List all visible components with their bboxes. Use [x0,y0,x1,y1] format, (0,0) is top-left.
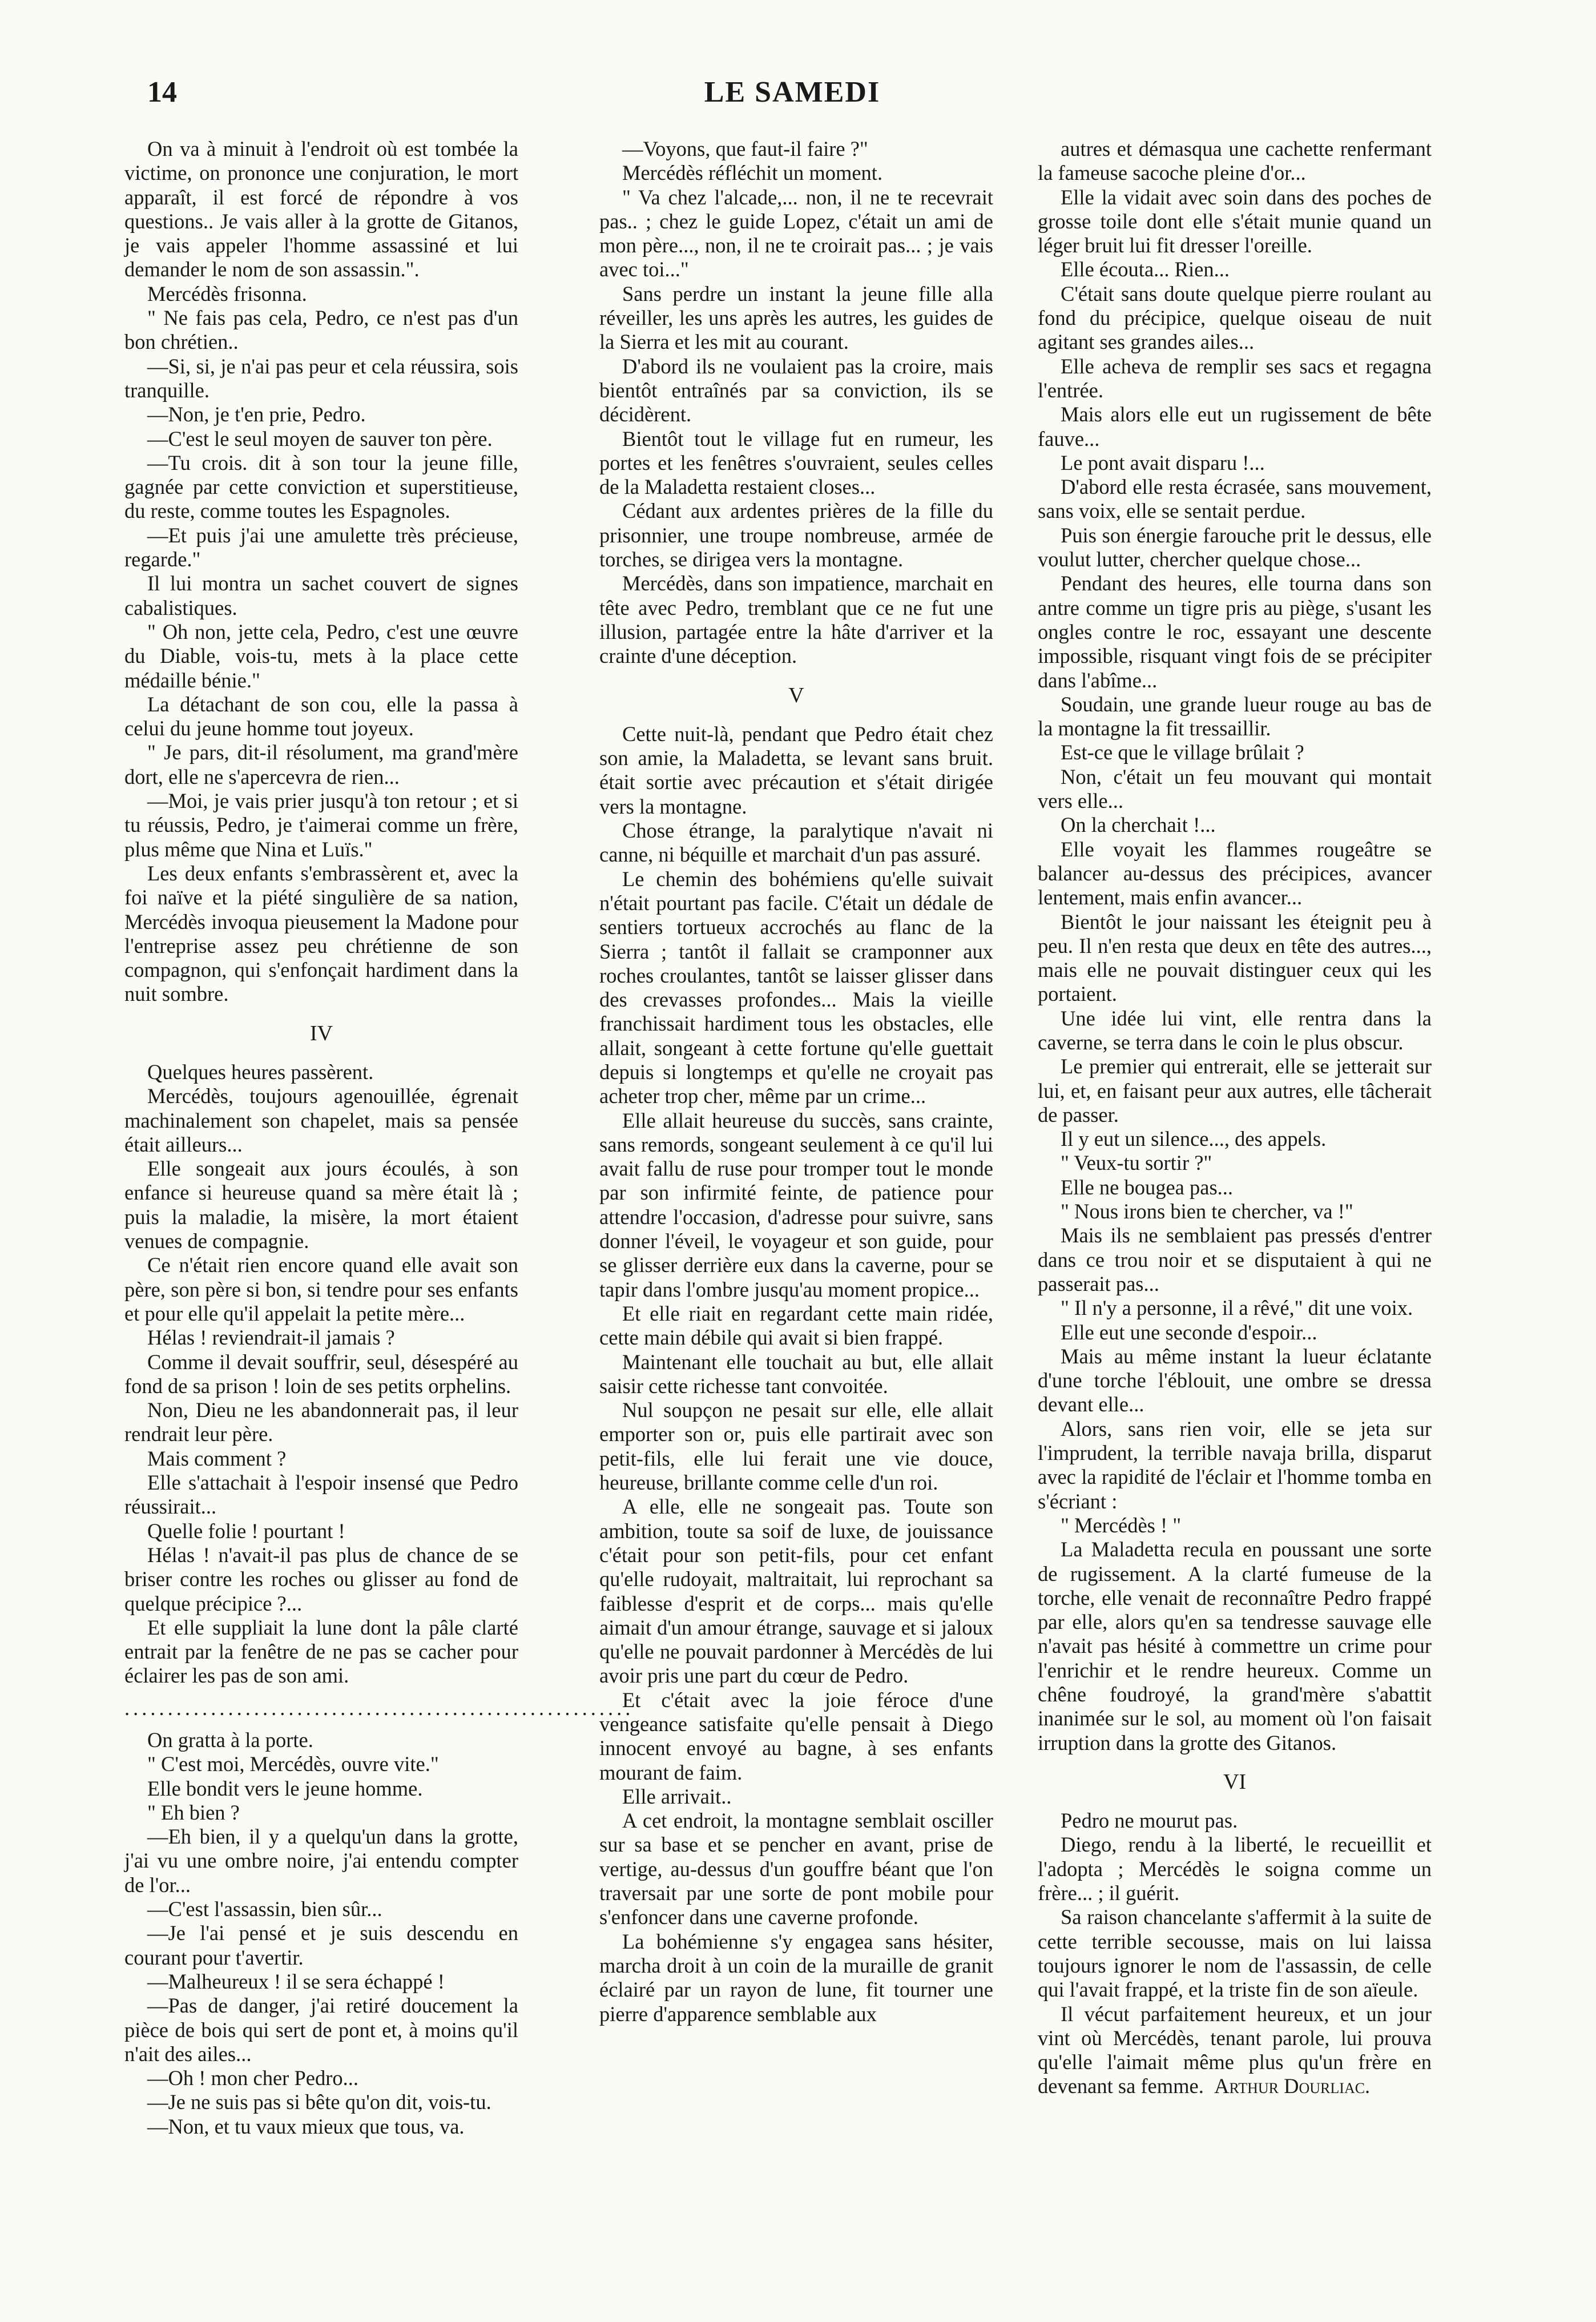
paragraph-text: Cédant aux ardentes prières de la fille du prisonnier, une troupe nombreuse, armée de torches, se dirigea vers la montagne. [599,499,993,572]
paragraph [124,1519,518,1543]
paragraph [1038,1538,1432,1755]
paragraph [124,1921,518,1970]
paragraph [124,620,518,693]
paragraph-text: —Malheureux ! il se sera échappé ! [147,1969,445,1993]
paragraph [124,451,518,524]
paragraph-text: " C'est moi, Mercédès, ouvre vite." [147,1752,439,1776]
paragraph-text: Elle arrivait.. [622,1784,732,1808]
paragraph [1038,838,1432,910]
text-column-2 [599,137,993,2026]
paragraph-text: Non, Dieu ne les abandonnerait pas, il leur rendrait leur père. [124,1398,518,1446]
paragraph [599,1398,993,1495]
paragraph-text: Elle voyait les flammes rougeâtre se balancer au-dessus des précipices, avancer lentement, mais enfin avancer... [1038,837,1432,910]
paragraph-text: —Non, je t'en prie, Pedro. [147,403,366,426]
paragraph-text: Elle songeait aux jours écoulés, à son enfance si heureuse quand sa mère était là ; puis la maladie, la misère, la mort étaient venues de compagnie. [124,1157,518,1253]
paragraph [1038,1151,1432,1175]
paragraph-text: Elle allait heureuse du succès, sans crainte, sans remords, songeant seulement à ce qu'il lui avait fallu de ruse pour tromper tout le monde par son infirmité feinte, de patience pour attendre l'occasion, d'adresse pour suivre, sans donner l'éveil, le voyageur et son guide, pour se glisser derrière eux dans la caverne, pour se tapir dans l'ombre jusqu'au moment propice... [599,1108,993,1301]
paragraph-text: " Eh bien ? [147,1800,240,1824]
paragraph [599,1930,993,2026]
paragraph-text: Il vécut parfaitement heureux, et un jour vint où Mercédès, tenant parole, lui prouva qu'elle l'aimait même plus qu'un frère en devenant sa femme. [1038,2002,1432,2098]
paragraph-text: Sans perdre un instant la jeune fille alla réveiller, les uns après les autres, les guides de la Sierra et les mit au courant. [599,281,993,354]
paragraph [1038,1514,1432,1538]
paragraph-text: —Et puis j'ai une amulette très précieuse, regarde." [124,523,518,572]
paragraph-text: Le pont avait disparu !... [1061,450,1265,474]
paragraph-text: Elle eut une seconde d'espoir... [1061,1320,1317,1344]
paragraph-text: Et elle riait en regardant cette main ridée, cette main débile qui avait si bien frappé. [599,1301,993,1350]
paragraph [1038,1296,1432,1320]
paragraph-text: Elle écouta... Rien... [1061,257,1230,281]
paragraph [599,161,993,185]
paragraph [124,1157,518,1253]
paragraph-text: —Eh bien, il y a quelqu'un dans la grotte, j'ai vu une ombre noire, j'ai entendu compter de l'or... [124,1825,518,1897]
paragraph [1038,1905,1432,2002]
paragraph-text: Chose étrange, la paralytique n'avait ni canne, ni béquille et marchait d'un pas assuré. [599,819,993,867]
paragraph [599,722,993,819]
paragraph [599,1350,993,1399]
paragraph-text: Mercédès, toujours agenouillée, égrenait machinalement son chapelet, mais sa pensée était ailleurs... [124,1084,518,1156]
paragraph-text: Elle acheva de remplir ses sacs et regagna l'entrée. [1038,354,1432,402]
paragraph [124,1616,518,1688]
paragraph-text: Les deux enfants s'embrassèrent et, avec la foi naïve et la piété singulière de sa nation, Mercédès invoqua pieusement la Madone pour l'entreprise assez peu chrétienne de son compagnon, qui s'enfonçait hardiment dans la nuit sombre. [124,861,518,1006]
section-heading [124,1021,518,1045]
paragraph-text: —Moi, je vais prier jusqu'à ton retour ; et si tu réussis, Pedro, je t'aimerai comme un frère, plus même que Nina et Luïs." [124,789,518,861]
paragraph [124,306,518,355]
paragraph-text: C'était sans doute quelque pierre roulant au fond du précipice, quelque oiseau de nuit agitant ses grandes ailes... [1038,281,1432,354]
paragraph [1038,1833,1432,1905]
paragraph-text: Hélas ! reviendrait-il jamais ? [147,1326,395,1350]
paragraph [124,1350,518,1399]
paragraph [124,1801,518,1825]
paragraph-text: Diego, rendu à la liberté, le recueillit et l'adopta ; Mercédès le soigna comme un frère... ; il guérit. [1038,1833,1432,1905]
paragraph [1038,910,1432,1007]
paragraph-text: Sa raison chancelante s'affermit à la suite de cette terrible secousse, mais on lui laissa toujours ignorer le nom de l'assassin, de celle qui l'avait frappé, et la triste fin de son aïeule. [1038,1905,1432,2002]
paragraph-text: IV [309,1021,333,1045]
paragraph-text: Il y eut un silence..., des appels. [1061,1127,1327,1151]
paragraph-text: —Je ne suis pas si bête qu'on dit, vois-tu. [147,2090,491,2114]
paragraph [124,2090,518,2114]
section-heading [599,683,993,707]
paragraph [599,499,993,572]
paragraph-text: Il lui montra un sachet couvert de signes cabalistiques. [124,572,518,619]
paragraph-text: ........................................................... [124,1696,634,1720]
paragraph [1038,1127,1432,1151]
paragraph [124,1253,518,1326]
paragraph-text: V [788,683,804,707]
paragraph [599,1109,993,1302]
paragraph [1038,1417,1432,1514]
paragraph [1038,1176,1432,1200]
paragraph-text: La détachant de son cou, elle la passa à celui du jeune homme tout joyeux. [124,692,518,741]
paragraph-text: Hélas ! n'avait-il pas plus de chance de se briser contre les roches ou glisser au fond de quelque précipice ?... [124,1543,518,1615]
paragraph [124,2115,518,2139]
paragraph [599,186,993,282]
paragraph-text: Comme il devait souffrir, seul, désespéré au fond de sa prison ! loin de ses petits orphelins. [124,1350,518,1398]
paragraph-text: " Il n'y a personne, il a rêvé," dit une voix. [1061,1296,1413,1320]
publication-title: LE SAMEDI [704,76,881,108]
paragraph [599,355,993,427]
paragraph [599,1495,993,1688]
paragraph [124,1777,518,1801]
paragraph [1038,1345,1432,1417]
paragraph-text: —Pas de danger, j'ai retiré doucement la pièce de bois qui sert de pont et, à moins qu'il n'ait des ailes... [124,1994,518,2066]
paragraph-text: On la cherchait !... [1061,813,1216,837]
paragraph-text: Maintenant elle touchait au but, elle allait saisir cette richesse tant convoitée. [599,1350,993,1398]
paragraph-text: —C'est l'assassin, bien sûr... [147,1897,382,1921]
paragraph-text: Bientôt le jour naissant les éteignit peu à peu. Il n'en resta que deux en tête des autres..., mais elle ne pouvait distinguer ceux qui les portaient. [1038,910,1432,1006]
paragraph [124,1825,518,1897]
paragraph-text: VI [1223,1769,1247,1794]
paragraph [1038,282,1432,355]
paragraph [124,1447,518,1471]
paragraph [599,819,993,867]
paragraph-text: D'abord ils ne voulaient pas la croire, mais bientôt entraînés par sa conviction, ils se décidèrent. [599,354,993,426]
paragraph-text: Mercédès, dans son impatience, marchait en tête avec Pedro, tremblant que ce ne fut une illusion, partagée entre la hâte d'arriver et la crainte d'une déception. [599,572,993,668]
paragraph-text: Mercédès frisonna. [147,281,307,305]
paragraph [1038,1321,1432,1345]
paragraph [124,862,518,1007]
paragraph-text: —Voyons, que faut-il faire ?" [622,137,868,160]
paragraph [124,282,518,306]
paragraph [1038,1055,1432,1127]
paragraph-text: Mais alors elle eut un rugissement de bête fauve... [1038,403,1432,450]
paragraph-text: A cet endroit, la montagne semblait osciller sur sa base et se pencher en avant, prise de vertige, au-dessus d'un gouffre béant que l'on traversait par une sorte de pont mobile pour s'enfoncer dans une caverne profonde. [599,1809,993,1929]
paragraph-text: On gratta à la porte. [147,1728,313,1752]
paragraph-text: —Tu crois. dit à son tour la jeune fille, gagnée par cette conviction et superstitieuse, du reste, comme toutes les Espagnoles. [124,450,518,523]
paragraph-text: Bientôt tout le village fut en rumeur, les portes et les fenêtres s'ouvraient, seules celles de la Maladetta restaient closes... [599,426,993,499]
section-divider [124,1696,634,1720]
paragraph [1038,765,1432,814]
paragraph [124,403,518,426]
paragraph [599,137,993,161]
paragraph [1038,1809,1432,1833]
paragraph-text: Mais comment ? [147,1446,287,1470]
paragraph-text: Alors, sans rien voir, elle se jeta sur l'imprudent, la terrible navaja brilla, disparut avec la rapidité de l'éclair et l'homme tomba en s'écriant : [1038,1416,1432,1513]
paragraph-text: Cette nuit-là, pendant que Pedro était chez son amie, la Maladetta, se levant sans bruit. était sortie avec précaution et s'était dirigée vers la montagne. [599,722,993,818]
paragraph [1038,813,1432,837]
paragraph [124,1543,518,1616]
section-heading [1038,1770,1432,1794]
paragraph-text: Est-ce que le village brûlait ? [1061,741,1304,764]
paragraph [1038,475,1432,524]
paragraph [124,1970,518,1994]
paragraph [124,524,518,572]
paragraph [124,427,518,451]
page-header [147,75,1437,115]
paragraph [1038,1224,1432,1296]
paragraph [599,572,993,668]
paragraph-text: Mercédès réfléchit un moment. [622,161,883,185]
paragraph-text: " Je pars, dit-il résolument, ma grand'mère dort, elle ne s'apercevra de rien... [124,741,518,788]
paragraph-text: Le premier qui entrerait, elle se jetterait sur lui, et, en faisant peur aux autres, elle tâcherait de passer. [1038,1055,1432,1126]
paragraph-text: " Va chez l'alcade,... non, il ne te recevrait pas.. ; chez le guide Lopez, c'était un ami de mon père..., non, il ne te croirait pas... ; je vais avec toi..." [599,185,993,281]
paragraph-text: Quelle folie ! pourtant ! [147,1519,345,1543]
paragraph [1038,355,1432,403]
paragraph [124,789,518,862]
paragraph [1038,451,1432,475]
paragraph [124,1398,518,1447]
paragraph-text: Ce n'était rien encore quand elle avait son père, son père si bon, si tendre pour ses enfants et pour elle qu'il appelait la petite mère... [124,1253,518,1325]
paragraph [124,1060,518,1084]
paragraph-text: " Veux-tu sortir ?" [1061,1151,1212,1175]
paragraph [124,1897,518,1921]
paragraph-text: Et elle suppliait la lune dont la pâle clarté entrait par la fenêtre de ne pas se cacher pour éclairer les pas de son ami. [124,1615,518,1688]
paragraph-text: La bohémienne s'y engagea sans hésiter, marcha droit à un coin de la muraille de granit éclairé par un rayon de lune, fit tourner une pierre d'apparence semblable aux [599,1929,993,2026]
paragraph-text: autres et démasqua une cachette renfermant la fameuse sacoche pleine d'or... [1038,137,1432,185]
paragraph [599,867,993,1109]
paragraph [1038,186,1432,258]
paragraph-text: " Oh non, jette cela, Pedro, c'est une œuvre du Diable, vois-tu, mets à la place cette médaille bénie." [124,619,518,692]
paragraph [599,282,993,355]
page-number: 14 [147,76,177,108]
paragraph-text: Puis son énergie farouche prit le dessus, elle voulut lutter, chercher quelque chose... [1038,523,1432,572]
paragraph-text: —Si, si, je n'ai pas peur et cela réussira, sois tranquille. [124,354,518,402]
paragraph-text: La Maladetta recula en poussant une sorte de rugissement. A la clarté fumeuse de la torche, elle venait de reconnaître Pedro frappé par elle, alors qu'en sa tendresse sauvage elle n'avait pas hésité à commettre un crime pour l'enrichir et le rendre heureux. Comme un chêne foudroyé, la grand'mère s'abattit inanimée sur le sol, au moment où l'on faisait irruption dans la grotte des Gitanos. [1038,1538,1432,1754]
paragraph [124,741,518,789]
text-column-3 [1038,137,1432,2099]
paragraph-text: Et c'était avec la joie féroce d'une vengeance satisfaite qu'elle pensait à Diego innocent envoyé au bagne, à ses enfants mourant de faim. [599,1688,993,1784]
paragraph [1038,572,1432,692]
paragraph-text: " Ne fais pas cela, Pedro, ce n'est pas d'un bon chrétien.. [124,306,518,354]
author-signature: Arthur Dourliac. [1214,2074,1371,2098]
paragraph-text: —C'est le seul moyen de sauver ton père. [147,426,493,450]
paragraph-text: Le chemin des bohémiens qu'elle suivait n'était pourtant pas facile. C'était un dédale de sentiers tortueux accrochés au flanc de la Sierra ; tantôt il fallait se cramponner aux roches croulantes, tantôt se laisser glisser dans des crevasses profondes... Mais la vieille franchissait hardiment tous les obstacles, elle allait, songeant à cette fortune qu'elle guettait depuis si longtemps et qu'elle ne croyait pas acheter trop cher, même par un crime... [599,867,993,1108]
paragraph-text: —Je l'ai pensé et je suis descendu en courant pour t'avertir. [124,1921,518,1969]
paragraph-text: Elle ne bougea pas... [1061,1175,1234,1199]
paragraph-text: On va à minuit à l'endroit où est tombée la victime, on prononce une conjuration, le mort apparaît, il est forcé de répondre à vos questions.. Je vais aller à la grotte de Gitanos, je vais appeler l'homme assassiné et lui demander le nom de son assassin.". [124,137,518,281]
paragraph [124,137,518,282]
paragraph-text: Non, c'était un feu mouvant qui montait vers elle... [1038,764,1432,813]
paragraph-text: Soudain, une grande lueur rouge au bas de la montagne la fit tressaillir. [1038,692,1432,741]
paragraph [124,2066,518,2090]
paragraph [1038,1007,1432,1055]
paragraph-text: —Oh ! mon cher Pedro... [147,2066,358,2090]
paragraph [1038,2002,1432,2099]
paragraph-text: Mais au même instant la lueur éclatante d'une torche l'éblouit, une ombre se dressa devant elle... [1038,1344,1432,1416]
paragraph-text: A elle, elle ne songeait pas. Toute son ambition, toute sa soif de luxe, de jouissance c'était pour son petit-fils, pour cet enfant qu'elle rudoyait, maltraitait, lui reprochant sa faiblesse d'esprit et de corps... mais qu'elle aimait d'un amour étrange, sauvage et si jaloux qu'elle ne pouvait pardonner à Mercédès de lui avoir pris une part du cœur de Pedro. [599,1495,993,1688]
paragraph-text: Mais ils ne semblaient pas pressés d'entrer dans ce trou noir et se disputaient à qui ne passerait pas... [1038,1224,1432,1295]
paragraph [1038,137,1432,186]
paragraph-text: Elle s'attachait à l'espoir insensé que Pedro réussirait... [124,1471,518,1519]
paragraph-text: Nul soupçon ne pesait sur elle, elle allait emporter son or, puis elle partirait avec son petit-fils, elle lui ferait une vie douce, heureuse, brillante comme celle d'un roi. [599,1398,993,1495]
paragraph-text: Quelques heures passèrent. [147,1060,374,1084]
paragraph [124,1084,518,1157]
paragraph [1038,1200,1432,1224]
paragraph [1038,403,1432,451]
paragraph [599,1302,993,1350]
paragraph-text: Une idée lui vint, elle rentra dans la caverne, se terra dans le coin le plus obscur. [1038,1006,1432,1054]
paragraph [124,1728,518,1752]
paragraph [1038,524,1432,572]
paragraph-text: —Non, et tu vaux mieux que tous, va. [147,2114,465,2138]
paragraph [124,1471,518,1519]
paragraph-text: Pendant des heures, elle tourna dans son antre comme un tigre pris au piège, s'usant les ongles contre le roc, essayant une descente impossible, risquant vingt fois de se précipiter dans l'abîme... [1038,572,1432,692]
paragraph [599,427,993,500]
paragraph [599,1809,993,1929]
paragraph [124,693,518,741]
paragraph-text: Elle bondit vers le jeune homme. [147,1776,423,1800]
paragraph-text: Pedro ne mourut pas. [1061,1809,1238,1833]
paragraph [599,1688,993,1785]
paragraph [1038,257,1432,281]
paragraph-text: " Mercédès ! " [1061,1513,1182,1537]
text-column-1 [124,137,634,2139]
paragraph [124,572,518,620]
paragraph [124,355,518,403]
paragraph-text: D'abord elle resta écrasée, sans mouvement, sans voix, elle se sentait perdue. [1038,475,1432,523]
paragraph [124,1326,518,1350]
paragraph [1038,693,1432,741]
paragraph [599,1785,993,1809]
paragraph-text: " Nous irons bien te chercher, va !" [1061,1200,1353,1224]
paragraph [1038,741,1432,764]
paragraph-text: Elle la vidait avec soin dans des poches de grosse toile dont elle s'était munie quand un léger bruit lui fit dresser l'oreille. [1038,185,1432,257]
paragraph [124,1994,518,2066]
paragraph [124,1752,518,1776]
